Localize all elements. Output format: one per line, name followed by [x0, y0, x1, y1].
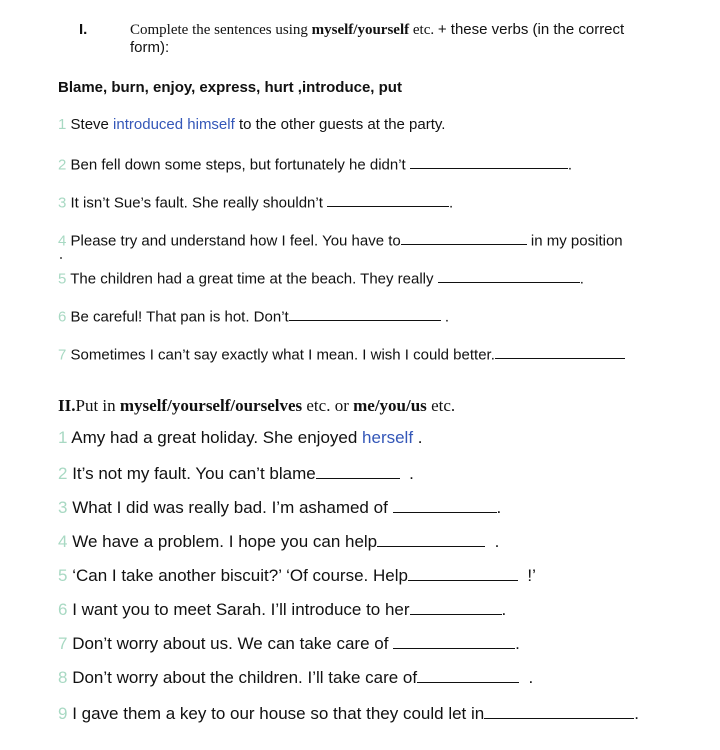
- instruction-text: etc.: [426, 396, 456, 415]
- item-text: I gave them a key to our house so that they could let in: [72, 704, 485, 724]
- item-text: ‘Can I take another biscuit?’ ‘Of course. Help: [72, 566, 408, 586]
- item-end: !’: [527, 566, 536, 586]
- example-answer: herself: [362, 428, 414, 447]
- exercise-1-item-7: [58, 344, 625, 363]
- verb-list: Blame, burn, enjoy, express, hurt ,introduce, put: [58, 79, 402, 96]
- item-end: .: [579, 270, 584, 288]
- item-number: 5: [58, 566, 68, 586]
- instruction-2: [58, 396, 455, 416]
- exercise-1-item-2: [58, 154, 572, 173]
- item-text: Amy had a great holiday. She enjoyed: [71, 428, 363, 447]
- answer-blank[interactable]: [316, 462, 400, 479]
- item-number: 2: [58, 156, 67, 174]
- item-end: .: [449, 194, 454, 212]
- item-text: What I did was really bad. I’m ashamed of: [72, 498, 393, 518]
- exercise-2-item-2: [58, 462, 414, 484]
- item-number: 7: [58, 634, 68, 654]
- item-number: 5: [58, 270, 67, 288]
- answer-blank[interactable]: [410, 598, 502, 615]
- answer-blank[interactable]: [484, 702, 634, 719]
- item-number: 1: [58, 428, 68, 447]
- exercise-2-item-4: [58, 530, 499, 552]
- exercise-1-item-4: [58, 230, 623, 249]
- item-end: .: [494, 532, 500, 552]
- answer-blank[interactable]: [401, 230, 527, 245]
- instruction-text: Put in: [75, 396, 120, 415]
- item-text: Sometimes I can’t say exactly what I mean. I wish I could better.: [70, 346, 495, 364]
- stray-dot: [60, 257, 62, 259]
- exercise-2-item-1: [58, 428, 423, 448]
- answer-blank[interactable]: [410, 154, 568, 169]
- item-number: 3: [58, 498, 68, 518]
- exercise-2-item-8: [58, 666, 533, 688]
- answer-blank[interactable]: [289, 306, 441, 321]
- instruction-1-line1: [130, 21, 624, 39]
- answer-blank[interactable]: [393, 632, 515, 649]
- exercise-1-item-3: [58, 192, 453, 211]
- item-number: 4: [58, 532, 68, 552]
- item-text: Don’t worry about us. We can take care of: [72, 634, 394, 654]
- instruction-text: Complete the sentences using: [130, 22, 312, 38]
- item-end: .: [515, 634, 520, 654]
- item-text: It’s not my fault. You can’t blame: [72, 464, 316, 484]
- instruction-1-line2: form):: [130, 39, 170, 56]
- exercise-1-item-5: [58, 268, 584, 287]
- instruction-text: etc.: [409, 22, 438, 38]
- item-text: I want you to meet Sarah. I’ll introduce to her: [72, 600, 410, 620]
- item-number: 1: [58, 116, 67, 133]
- instruction-keyword: myself/yourself/ourselves: [119, 396, 303, 415]
- item-number: 4: [58, 232, 67, 250]
- item-end: .: [409, 464, 414, 484]
- item-text: Ben fell down some steps, but fortunately he didn’t: [70, 156, 410, 174]
- exercise-1-item-1: [58, 116, 445, 133]
- exercise-1-item-6: [58, 306, 449, 325]
- item-number: 6: [58, 600, 68, 620]
- item-end: .: [501, 600, 507, 620]
- section-numeral-2: II.: [58, 396, 76, 415]
- item-text: to the other guests at the party.: [234, 116, 446, 133]
- item-text: The children had a great time at the beach. They really: [70, 270, 438, 288]
- example-answer: introduced himself: [113, 116, 235, 133]
- item-end: .: [444, 308, 450, 326]
- item-text: in my position: [526, 232, 623, 250]
- answer-blank[interactable]: [327, 192, 449, 207]
- item-text: Don’t worry about the children. I’ll take care of: [72, 668, 418, 688]
- item-text: Steve: [70, 116, 114, 133]
- item-number: 6: [58, 308, 67, 326]
- instruction-text: etc. or: [302, 396, 354, 415]
- item-end: .: [634, 704, 639, 724]
- section-numeral-1: I.: [79, 21, 88, 38]
- exercise-2-item-6: [58, 598, 506, 620]
- item-number: 7: [58, 346, 67, 364]
- instruction-keyword: myself/yourself: [311, 22, 410, 38]
- answer-blank[interactable]: [408, 564, 518, 581]
- answer-blank[interactable]: [417, 666, 519, 683]
- instruction-keyword: me/you/us: [353, 396, 427, 415]
- exercise-2-item-5: [58, 564, 536, 586]
- item-number: 8: [58, 668, 68, 688]
- exercise-2-item-3: [58, 496, 501, 518]
- answer-blank[interactable]: [495, 344, 625, 359]
- answer-blank[interactable]: [393, 496, 497, 513]
- item-text: We have a problem. I hope you can help: [72, 532, 378, 552]
- item-text: Be careful! That pan is hot. Don’t: [70, 308, 289, 326]
- answer-blank[interactable]: [377, 530, 485, 547]
- instruction-text: + these verbs (in the correct: [437, 21, 625, 38]
- item-text: .: [413, 428, 423, 447]
- exercise-2-item-9: [58, 702, 639, 724]
- item-end: .: [567, 156, 573, 174]
- item-number: 9: [58, 704, 68, 724]
- answer-blank[interactable]: [438, 268, 580, 283]
- item-end: .: [496, 498, 502, 518]
- item-number: 3: [58, 194, 67, 212]
- item-end: .: [528, 668, 534, 688]
- exercise-2-item-7: [58, 632, 520, 654]
- item-text: Please try and understand how I feel. You have to: [70, 232, 401, 250]
- item-text: It isn’t Sue’s fault. She really shouldn’t: [70, 194, 328, 212]
- item-number: 2: [58, 464, 68, 484]
